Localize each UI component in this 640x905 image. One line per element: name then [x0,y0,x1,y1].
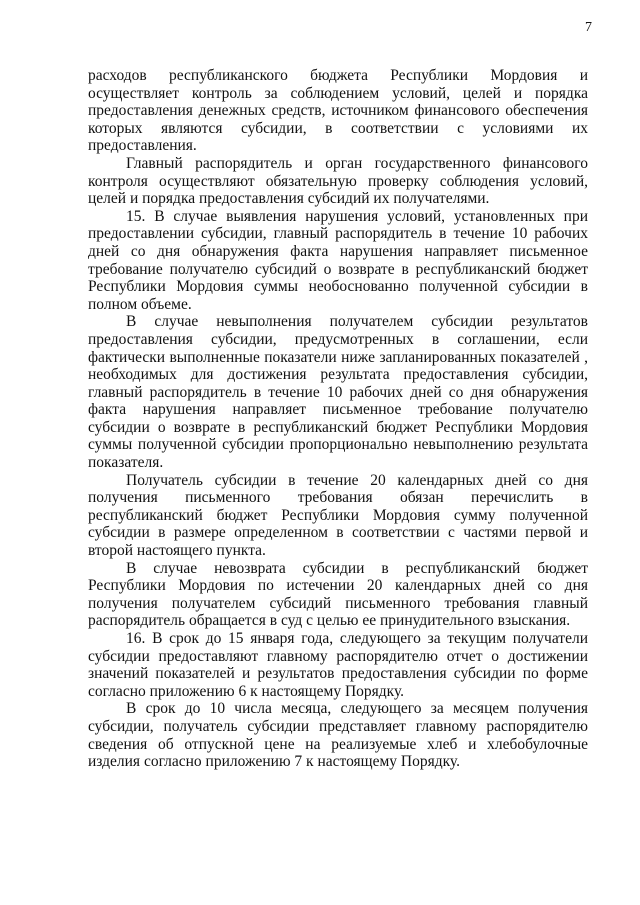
paragraph-control-continued: расходов республиканского бюджета Республики Мордовия и осуществляет контроль за соблюдением условий, целей и порядка предоставления денежных средств, источником финансового обеспечения которых являются субсидии, в соответствии с условиями их предоставления. [88,67,588,155]
paragraph-non-fulfillment: В случае невыполнения получателем субсидии результатов предоставления субсидии, предусмотренных в соглашении, если фактически выполненные показатели ниже запланированных показателей , необходимых для достижения результата предоставления субсидии, главный распорядитель в течение 10 рабочих дней со дня обнаружения факта нарушения направляет письменное требование получателю субсидии о возврате в республиканский бюджет Республики Мордовия суммы полученной субсидии пропорционально невыполнению результата показателя. [88,313,588,472]
paragraph-mandatory-check: Главный распорядитель и орган государственного финансового контроля осуществляют обязательную проверку соблюдения условий, целей и порядка предоставления субсидий их получателями. [88,154,588,208]
document-body [88,67,588,771]
page-number: 7 [585,20,592,35]
paragraph-clause-16: 16. В срок до 15 января года, следующего за текущим получатели субсидии предоставляют главному распорядителю отчет о достижении значений показателей и результатов предоставления субсидии по форме согласно приложению 6 к настоящему Порядку. [88,630,588,700]
paragraph-court-recovery: В случае невозврата субсидии в республиканский бюджет Республики Мордовия по истечении 20 календарных дней со дня получения получателем субсидий письменного требования главный распорядитель обращается в суд с целью ее принудительного взыскания. [88,559,588,630]
paragraph-price-info: В срок до 10 числа месяца, следующего за месяцем получения субсидии, получатель субсидии представляет главному распорядителю сведения об отпускной цене на реализуемые хлеб и хлебобулочные изделия согласно приложению 7 к настоящему Порядку. [88,700,588,771]
paragraph-repayment-term: Получатель субсидии в течение 20 календарных дней со дня получения письменного требования обязан перечислить в республиканский бюджет Республики Мордовия сумму полученной субсидии в размере определенном в соответствии с частями первой и второй настоящего пункта. [88,471,588,560]
paragraph-clause-15: 15. В случае выявления нарушения условий, установленных при предоставлении субсидии, главный распорядитель в течение 10 рабочих дней со дня обнаружения факта нарушения направляет письменное требование получателю субсидий о возврате в республиканский бюджет Республики Мордовия суммы необоснованно полученной субсидии в полном объеме. [88,207,588,313]
